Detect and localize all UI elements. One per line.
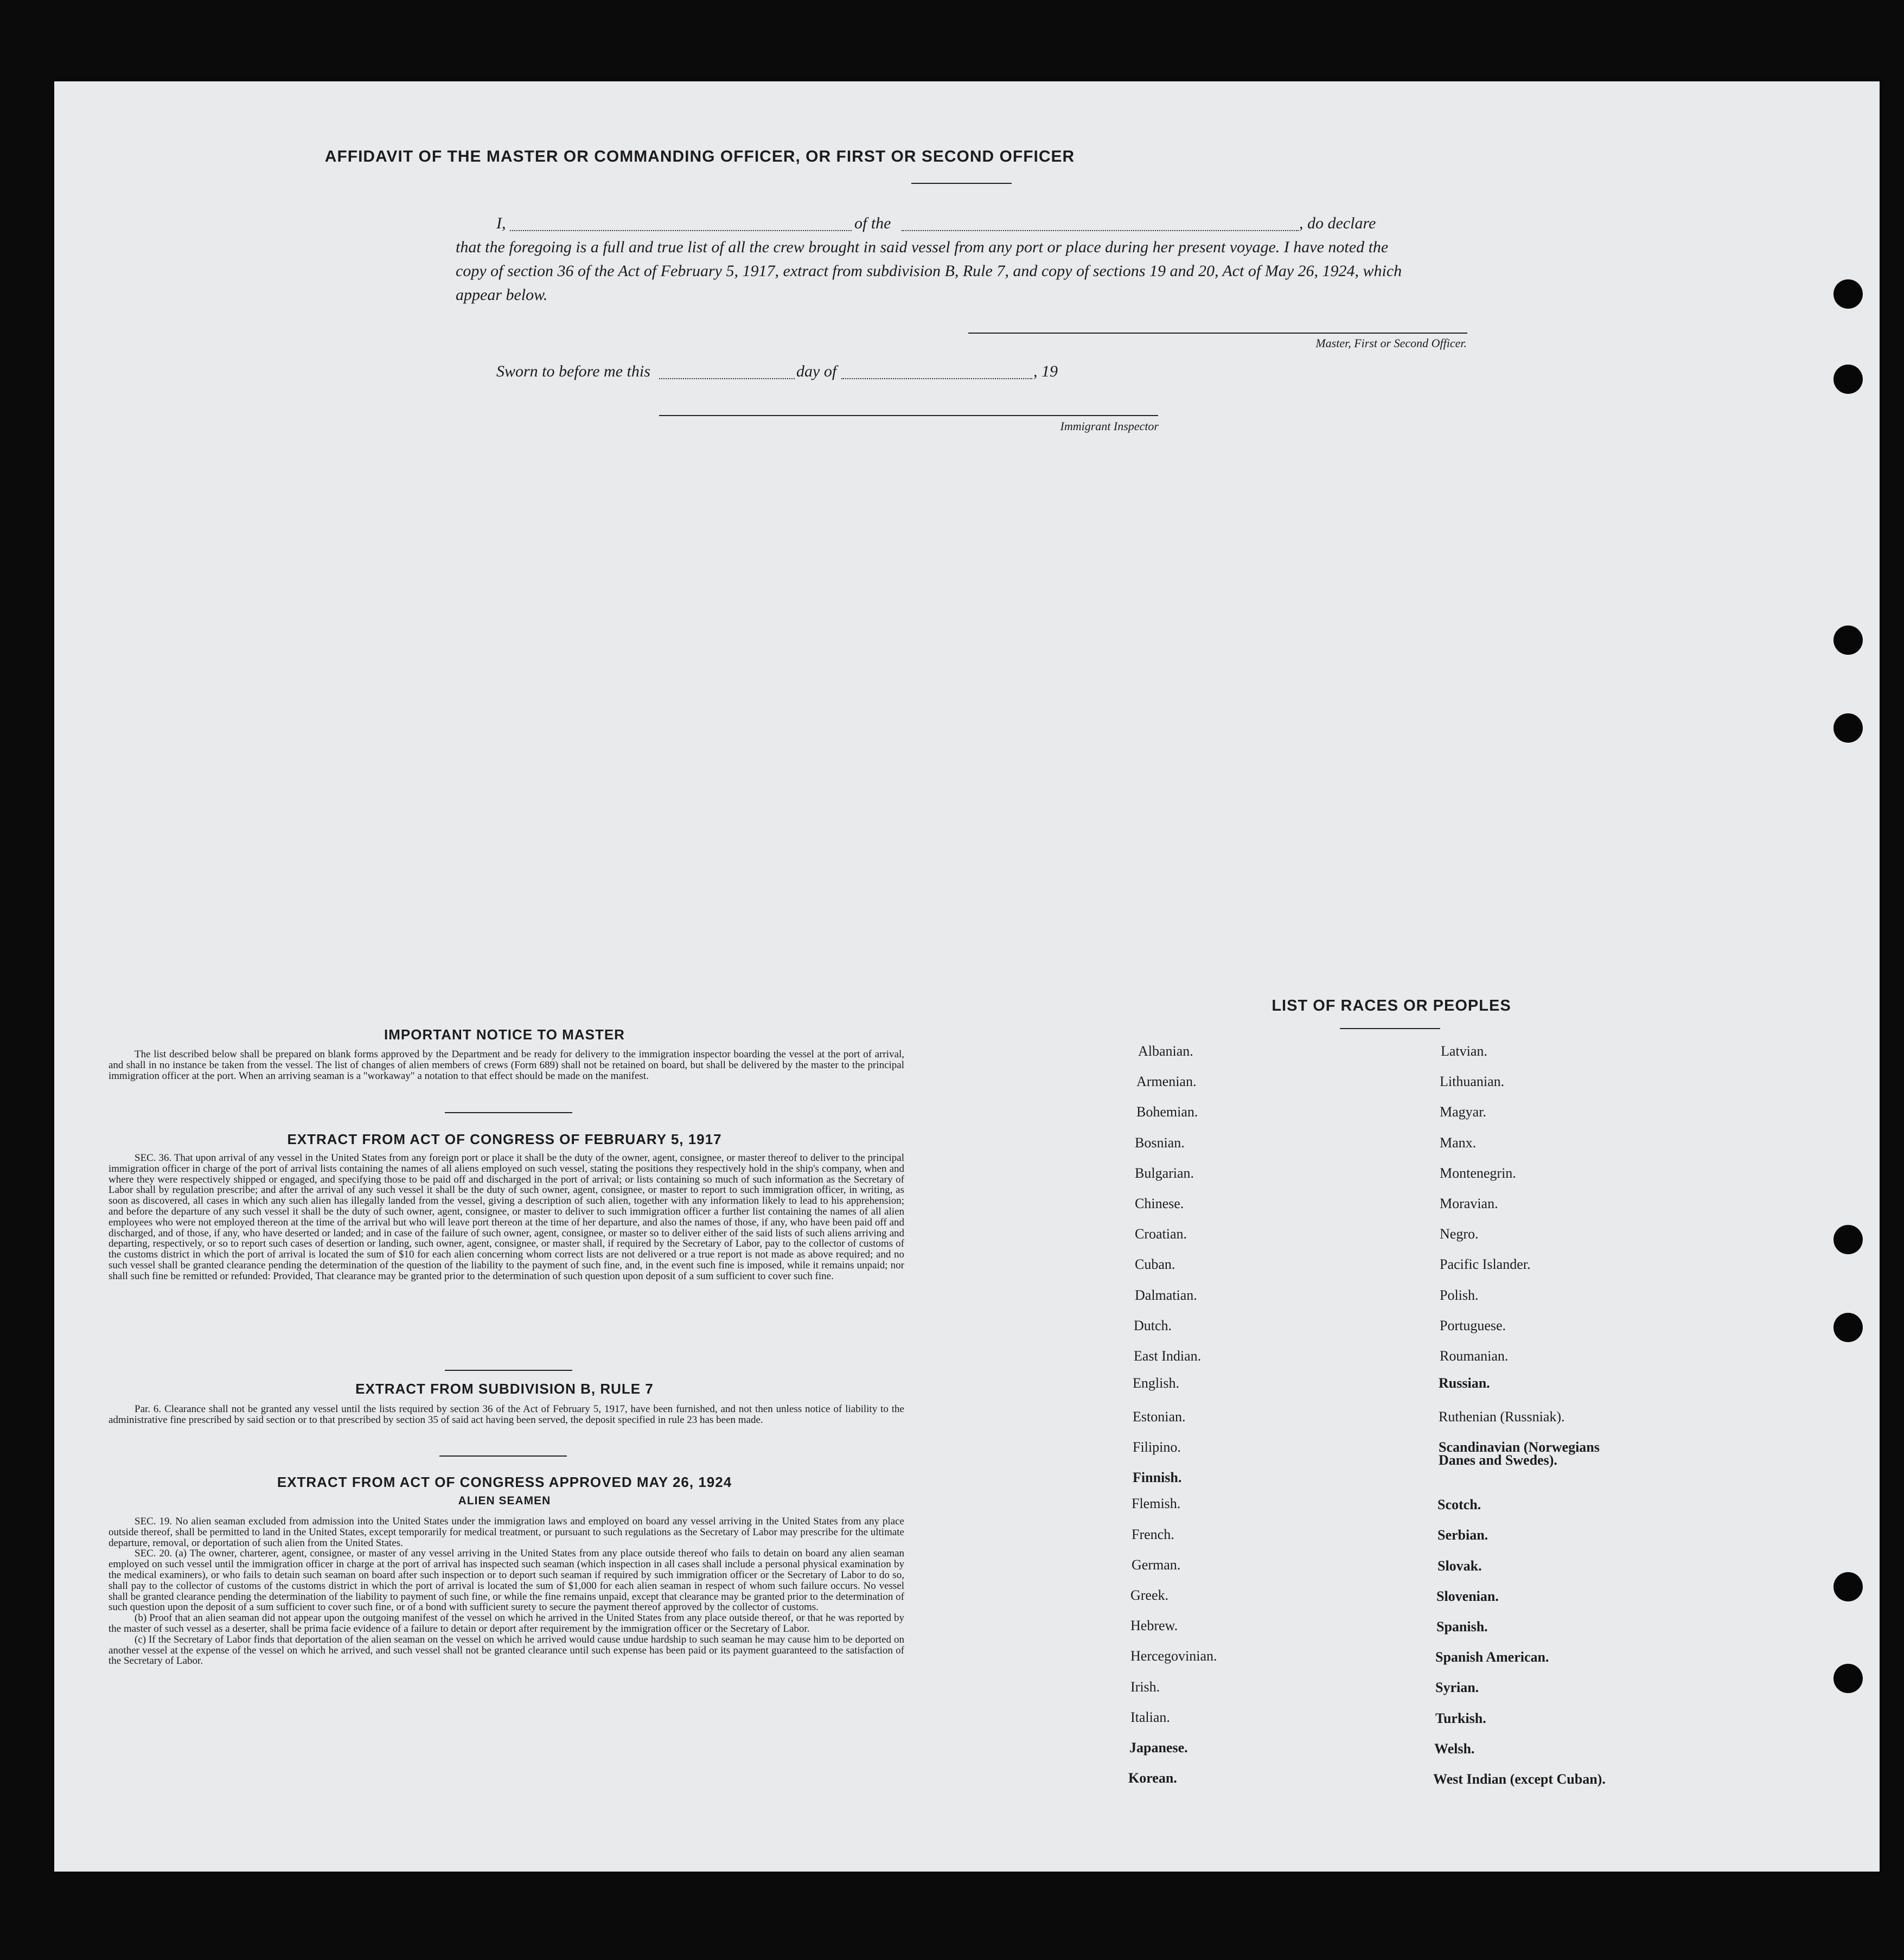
notice-text: The list described below shall be prepared on blank forms approved by the Department and be ready for delivery to the immigration inspector boarding the vessel at the port of arrival, and shall in no instance be taken from the vessel. The list of changes of alien members of crews (Form 689) shall not be retained on board, but shall be delivered by the master to the principal immigration officer at the port. When an arriving seaman is a "workaway" a notation to that effect should be made on the manifest. — [108, 1049, 904, 1082]
binder-hole — [1833, 1664, 1863, 1693]
race-item: Montenegrin. — [1440, 1165, 1516, 1181]
race-item: Serbian. — [1437, 1527, 1488, 1543]
affidavit-declaration — [456, 212, 1470, 307]
binder-hole — [1833, 625, 1863, 655]
binder-hole — [1833, 279, 1863, 309]
sworn-label: Sworn to before me this — [496, 362, 650, 380]
race-item: Welsh. — [1434, 1740, 1475, 1757]
races-heading-rule — [1340, 1028, 1440, 1029]
declaration-line: that the foregoing is a full and true list of all the crew brought in said vessel from any port or place during her present voyage. I have noted the — [456, 238, 1389, 256]
race-item: Bosnian. — [1135, 1134, 1185, 1151]
race-item: Irish. — [1130, 1678, 1160, 1695]
section-rule — [445, 1112, 572, 1113]
race-item: Hercegovinian. — [1130, 1648, 1217, 1664]
race-item: Italian. — [1130, 1709, 1170, 1725]
binder-hole — [1833, 1313, 1863, 1342]
sec20b-text: (b) Proof that an alien seaman did not appear upon the outgoing manifest of the vessel on which he arrived in the United States from any place outside thereof, or that he was reported by the master of such vessel as a deserter, shall be prima facie evidence of a failure to detain or deport after requirement by the immigration officer or the Secretary of Labor. — [108, 1612, 904, 1635]
race-item: Bulgarian. — [1135, 1165, 1194, 1181]
race-item: Hebrew. — [1130, 1618, 1178, 1634]
sworn-month-field[interactable] — [841, 360, 1032, 379]
race-item: Japanese. — [1129, 1739, 1188, 1755]
race-item: West Indian (except Cuban). — [1433, 1771, 1606, 1787]
sec20a-text: SEC. 20. (a) The owner, charterer, agent, consignee, or master of any vessel arriving in the United States from any place outside thereof who fails to detain on board any alien seaman employed on such vessel until the immigration officer in charge at the port of arrival has inspected such seaman (which inspection in all cases shall include a personal physical examination by the medical examiners), or who fails to detain such seaman on board after such inspection or to deport such seaman if required by such immigration officer or the Secretary of Labor to do so, shall pay to the collector of customs of the customs district in which the port of arrival is located the sum of $1,000 for each alien seaman in respect of whom such failure occurs. No vessel shall be granted clearance pending the determination of the liability to payment of such fine, or while the fine remains unpaid, except that clearance may be granted prior to the determination of such question upon the deposit of a sum sufficient to cover such fine, or of a bond with sufficient surety to secure the payment thereof approved by the collector of customs. — [108, 1548, 904, 1613]
affidavit-heading: AFFIDAVIT OF THE MASTER OR COMMANDING OFFICER, OR FIRST OR SECOND OFFICER — [324, 148, 1075, 165]
race-item: German. — [1132, 1556, 1181, 1573]
race-item: Ruthenian (Russniak). — [1439, 1409, 1565, 1425]
race-item: Slovak. — [1437, 1557, 1482, 1574]
declaration-line: copy of section 36 of the Act of February 5, 1917, extract from subdivision B, Rule 7, and copy of sections 19 and 20, Act of May 26, 1924, which — [456, 262, 1402, 280]
race-item: Russian. — [1439, 1375, 1490, 1391]
declarant-prefix: I, — [496, 214, 506, 232]
section-rule — [439, 1455, 567, 1457]
inspector-signature-line[interactable] — [659, 415, 1158, 416]
race-item: Finnish. — [1133, 1470, 1182, 1486]
race-item: French. — [1132, 1526, 1174, 1542]
sec19-text: SEC. 19. No alien seaman excluded from admission into the United States under the immigration laws and employed on board any vessel arriving in the United States from any place outside thereof, shall be permitted to land in the United States, except temporarily for medical treatment, or pursuant to such regulations as the Secretary of Labor may prescribe for the ultimate departure, removal, or deportation of such alien from the United States. — [108, 1516, 904, 1549]
race-item: English. — [1133, 1375, 1179, 1391]
race-item: Spanish American. — [1435, 1649, 1549, 1665]
race-item: Albanian. — [1138, 1043, 1193, 1059]
sec20c-text: (c) If the Secretary of Labor finds that deportation of the alien seaman on the vessel on which he arrived would cause undue hardship to such seaman he may cause him to be deported on another vessel at the expense of the vessel on which he arrived, and such vessel shall not be granted clearance until such expense has been paid or its payment guaranteed to the satisfaction of the Secretary of Labor. — [108, 1633, 904, 1667]
race-item: Armenian. — [1136, 1074, 1197, 1090]
race-item: Chinese. — [1135, 1195, 1184, 1211]
declaration-line: appear below. — [456, 286, 548, 304]
race-item: Negro. — [1440, 1226, 1479, 1242]
sworn-day-field[interactable] — [659, 360, 795, 379]
race-item: Magyar. — [1440, 1104, 1486, 1120]
race-item: Latvian. — [1441, 1043, 1487, 1059]
extract-1917-heading: EXTRACT FROM ACT OF CONGRESS OF FEBRUARY 5, 1917 — [287, 1131, 722, 1147]
race-item: Portuguese. — [1440, 1317, 1506, 1333]
race-item: Estonian. — [1133, 1409, 1186, 1425]
race-item: Manx. — [1440, 1134, 1477, 1151]
master-signature-line[interactable] — [968, 333, 1467, 334]
of-the-label: of the — [854, 214, 891, 232]
race-item: Slovenian. — [1436, 1588, 1499, 1604]
race-item: Syrian. — [1435, 1680, 1479, 1696]
race-item: Cuban. — [1135, 1256, 1175, 1273]
race-item: Croatian. — [1135, 1226, 1187, 1242]
race-item: Flemish. — [1132, 1496, 1181, 1512]
extract-1924-heading: EXTRACT FROM ACT OF CONGRESS APPROVED MAY 26, 1924 — [277, 1474, 732, 1490]
race-item: Polish. — [1440, 1287, 1479, 1303]
race-item: East Indian. — [1134, 1348, 1202, 1364]
race-item: Korean. — [1128, 1770, 1177, 1786]
section-rule — [445, 1370, 572, 1371]
binder-hole — [1833, 1225, 1863, 1254]
declarant-name-field[interactable] — [510, 212, 852, 231]
extract-1924-subheading: ALIEN SEAMEN — [458, 1495, 551, 1507]
rule7-heading: EXTRACT FROM SUBDIVISION B, RULE 7 — [355, 1381, 654, 1397]
extract-1924-body — [108, 1516, 904, 1667]
master-signature-label: Master, First or Second Officer. — [1315, 336, 1467, 350]
heading-rule — [911, 183, 1012, 184]
race-item: Greek. — [1130, 1587, 1169, 1603]
binder-hole — [1833, 1572, 1863, 1601]
race-item: Dutch. — [1134, 1317, 1172, 1333]
race-item: Moravian. — [1440, 1195, 1498, 1211]
inspector-signature-label: Immigrant Inspector — [1060, 419, 1159, 433]
races-heading: LIST OF RACES OR PEOPLES — [1272, 997, 1511, 1014]
binder-hole — [1833, 365, 1863, 394]
vessel-name-field[interactable] — [902, 212, 1299, 231]
race-item: Dalmatian. — [1135, 1287, 1197, 1303]
rule7-text: Par. 6. Clearance shall not be granted any vessel until the lists required by section 36 of the Act of February 5, 1917, have been furnished, and not then unless notice of liability to the administrative fine prescribed by said section or to that prescribed by section 35 of said act having been served, the deposit specified in rule 23 has been made. — [108, 1403, 904, 1426]
race-item: Lithuanian. — [1440, 1074, 1505, 1090]
race-item: Turkish. — [1435, 1710, 1486, 1726]
declare-label: , do declare — [1299, 214, 1376, 232]
races-list-right — [1432, 1036, 1682, 1795]
day-of-label: day of — [796, 362, 837, 380]
extract-1917-text: SEC. 36. That upon arrival of any vessel in the United States from any foreign port or place it shall be the duty of the owner, agent, consignee, or master thereof to deliver to the principal immigration officer in charge of the port of arrival lists containing the names of all aliens employed on such vessel, stating the positions they respectively hold in the ship's company, when and where they were respectively shipped or engaged, and specifying those to be paid off and discharged in the port of arrival; or lists containing so much of such information as the Secretary of Labor shall by regulation prescribe; and after the arrival of any such vessel it shall be the duty of such owner, agent, consignee, or master to report to such immigration officer, in writing, as soon as discovered, all cases in which any such alien has illegally landed from the vessel, giving a description of such alien, together with any information likely to lead to his apprehension; and before the departure of any such vessel it shall be the duty of such owner, agent, consignee, or master to deliver to such immigration officer a further list containing the names of all alien employees who were not employed thereon at the time of the arrival but who will leave port thereon at the time of her departure, and also the names of those, if any, who have been paid off and discharged, and of those, if any, who have deserted or landed; and in case of the failure of such owner, agent, consignee, or master so to deliver either of the said lists of such aliens arriving and departing, respectively, or so to report such cases of desertion or landing, such owner, agent, consignee, or master shall, if required by the Secretary of Labor, pay to the collector of customs of the customs district in which the port of arrival is located the sum of $10 for each alien concerning whom correct lists are not delivered or a true report is not made as above required; and no such vessel shall be granted clearance pending the determination of the question of the liability to the payment of such fine, and, in the event such fine is imposed, while it remains unpaid; nor shall such fine be remitted or refunded: Provided, That clearance may be granted prior to the determination of such question upon deposit of a sum sufficient to cover such fine. — [108, 1152, 904, 1282]
binder-hole — [1833, 713, 1863, 743]
year-label: , 19 — [1033, 362, 1058, 380]
race-item: Bohemian. — [1136, 1104, 1198, 1120]
race-item: Spanish. — [1436, 1619, 1488, 1635]
race-item: Scotch. — [1437, 1497, 1481, 1513]
race-item: Roumanian. — [1440, 1348, 1509, 1364]
race-item: Scandinavian (Norwegians Danes and Swedes). — [1439, 1439, 1600, 1469]
race-item: Pacific Islander. — [1440, 1256, 1531, 1273]
race-item: Filipino. — [1133, 1439, 1181, 1455]
sworn-line — [496, 360, 1147, 384]
races-list-left — [1128, 1036, 1400, 1789]
notice-heading: IMPORTANT NOTICE TO MASTER — [384, 1026, 625, 1043]
